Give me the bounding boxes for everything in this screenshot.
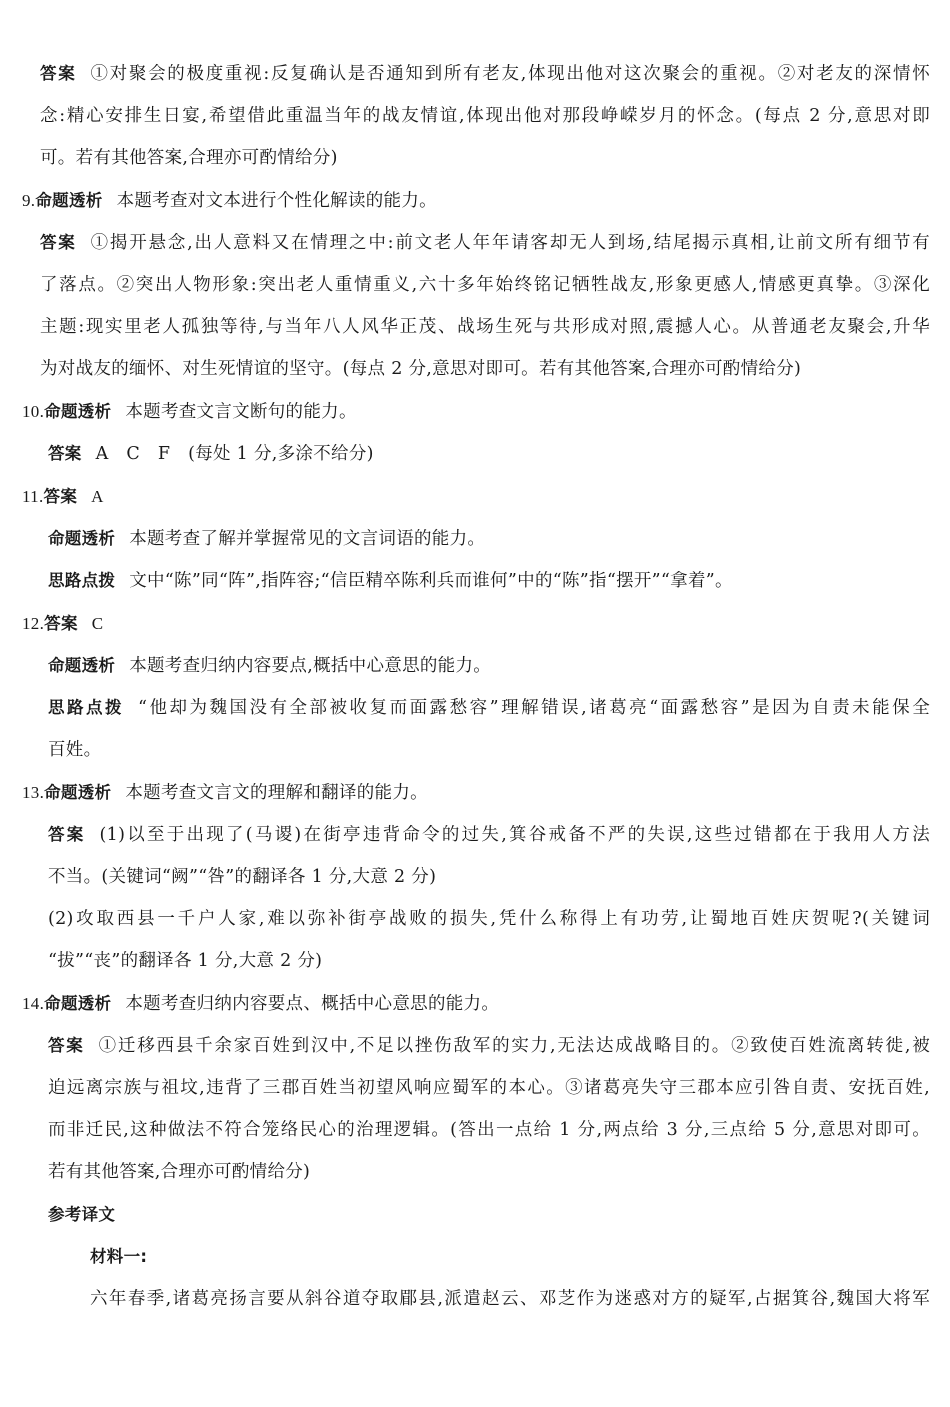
q13-answer-label: 答案 — [48, 825, 86, 844]
q12-hint-line-1 — [48, 694, 930, 722]
q10-answer-label: 答案 — [48, 444, 82, 463]
q14-answer-line-1 — [48, 1032, 930, 1060]
q13-analysis — [22, 779, 428, 807]
q9-answer-line-3: 主题:现实里老人孤独等待,与当年八人风华正茂、战场生死与共形成对照,震撼人心。从普通老友聚会,升华 — [40, 317, 930, 337]
q13-answer-line-3: (2)攻取西县一千户人家,难以弥补街亭战败的损失,凭什么称得上有功劳,让蜀地百姓庆贺呢?(关键词 — [48, 909, 930, 929]
q8-answer-line-3: 可。若有其他答案,合理亦可酌情给分) — [40, 148, 338, 168]
q11-hint-label: 思路点拨 — [48, 571, 116, 590]
q14-analysis — [22, 990, 499, 1018]
q11-hint-text: 文中“陈”同“阵”,指阵容;“信臣精卒陈利兵而谁何”中的“陈”指“摆开”“拿着”。 — [129, 571, 733, 591]
q14-answer-label: 答案 — [48, 1036, 85, 1055]
q10-answer — [48, 440, 374, 468]
cut-off-next-line — [40, 1330, 930, 1340]
material-one-label-text: 材料一: — [90, 1247, 148, 1266]
q12-hint-label: 思路点拨 — [48, 698, 125, 717]
q13-answer-line-4: “拔”“丧”的翻译各 1 分,大意 2 分) — [48, 951, 323, 971]
translation-title-text: 参考译文 — [48, 1205, 116, 1224]
q14-number: 14. — [22, 994, 45, 1013]
q11-answer-text: A — [91, 487, 104, 506]
q10-number: 10. — [22, 402, 45, 421]
q14-analysis-label: 命题透析 — [44, 994, 112, 1013]
q12-answer-label: 答案 — [44, 614, 78, 633]
q10-answer-text: A C F (每处 1 分,多涂不给分) — [95, 444, 374, 464]
q9-answer-label: 答案 — [40, 233, 77, 252]
q8-answer-line-2: 念:精心安排生日宴,希望借此重温当年的战友情谊,体现出他对那段峥嵘岁月的怀念。(每点 2 分,意思对即 — [40, 106, 930, 126]
q11-analysis-label: 命题透析 — [48, 529, 116, 548]
q13-answer-line-2: 不当。(关键词“阙”“咎”的翻译各 1 分,大意 2 分) — [48, 867, 437, 887]
q11-number: 11. — [22, 487, 44, 506]
q11-analysis-text: 本题考查了解并掌握常见的文言词语的能力。 — [129, 529, 486, 549]
q11-hint — [48, 567, 733, 595]
q9-analysis-label: 命题透析 — [35, 191, 103, 210]
q11-answer-label: 答案 — [43, 487, 78, 506]
q9-answer-text-1: ①揭开悬念,出人意料又在情理之中:前文老人年年请客却无人到场,结尾揭示真相,让前文所有细节有 — [90, 233, 930, 253]
q11-analysis — [48, 525, 485, 553]
q13-analysis-text: 本题考查文言文的理解和翻译的能力。 — [125, 783, 428, 803]
q13-number: 13. — [22, 783, 45, 802]
q12-number: 12. — [22, 614, 45, 633]
q9-answer-line-1 — [40, 229, 930, 257]
q13-analysis-label: 命题透析 — [44, 783, 112, 802]
q9-analysis-text: 本题考查对文本进行个性化解读的能力。 — [116, 191, 437, 211]
q10-analysis-text: 本题考查文言文断句的能力。 — [125, 402, 357, 422]
q14-analysis-text: 本题考查归纳内容要点、概括中心意思的能力。 — [125, 994, 500, 1014]
q12-analysis-label: 命题透析 — [48, 656, 116, 675]
q9-answer-line-2: 了落点。②突出人物形象:突出老人重情重义,六十多年始终铭记牺牲战友,形象更感人,情感更真挚。③深化 — [40, 275, 930, 295]
q12-answer-text: C — [91, 614, 104, 633]
q12-answer — [22, 610, 103, 638]
q14-answer-line-3: 而非迁民,这种做法不符合笼络民心的治理逻辑。(答出一点给 1 分,两点给 3 分,三点给 5 分,意思对即可。 — [48, 1120, 930, 1140]
q12-hint-text-1: “他却为魏国没有全部被收复而面露愁容”理解错误,诸葛亮“面露愁容”是因为自责未能保全 — [138, 698, 930, 718]
q9-number: 9. — [22, 191, 36, 210]
q14-answer-line-4: 若有其他答案,合理亦可酌情给分) — [48, 1162, 311, 1182]
q11-answer — [22, 483, 104, 511]
q13-answer-text-1: (1)以至于出现了(马谡)在街亭违背命令的过失,箕谷戒备不严的失误,这些过错都在于我用人方法 — [99, 825, 930, 845]
q9-answer-line-4: 为对战友的缅怀、对生死情谊的坚守。(每点 2 分,意思对即可。若有其他答案,合理亦可酌情给分) — [40, 359, 802, 379]
q8-answer-line-1 — [40, 60, 930, 88]
q12-analysis — [48, 652, 491, 680]
q12-hint-line-2: 百姓。 — [48, 740, 102, 760]
material-one-label — [90, 1243, 161, 1271]
translation-line-1: 六年春季,诸葛亮扬言要从斜谷道夺取郿县,派遣赵云、邓芝作为迷惑对方的疑军,占据箕谷,魏国大将军 — [90, 1289, 930, 1309]
q10-analysis-label: 命题透析 — [44, 402, 112, 421]
q13-answer-line-1 — [48, 821, 930, 849]
translation-title — [48, 1201, 129, 1229]
q12-analysis-text: 本题考查归纳内容要点,概括中心意思的能力。 — [129, 656, 492, 676]
q14-answer-text-1: ①迁移西县千余家百姓到汉中,不足以挫伤敌军的实力,无法达成战略目的。②致使百姓流离转徙,被 — [98, 1036, 930, 1056]
q8-answer-text-1: ①对聚会的极度重视:反复确认是否通知到所有老友,体现出他对这次聚会的重视。②对老友的深情怀 — [90, 64, 930, 84]
q14-answer-line-2: 迫远离宗族与祖坟,违背了三郡百姓当初望风响应蜀军的本心。③诸葛亮失守三郡本应引咎自责、安抚百姓, — [48, 1078, 930, 1098]
q10-analysis — [22, 398, 357, 426]
q8-answer-label: 答案 — [40, 64, 77, 83]
q9-analysis — [22, 187, 437, 215]
